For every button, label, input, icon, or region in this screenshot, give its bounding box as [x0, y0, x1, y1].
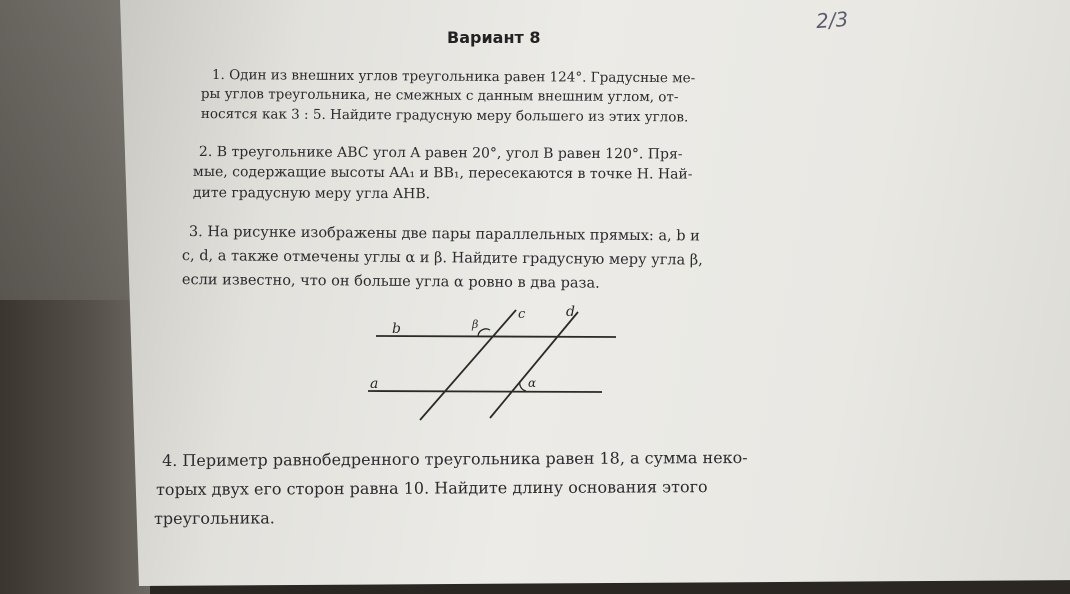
- label-alpha: α: [528, 376, 537, 390]
- problem-1-line-1: 1. Один из внешних углов треугольника равен 124°. Градусные ме-: [211, 67, 696, 87]
- line-b: [376, 336, 616, 337]
- problem-2-line-2: мые, содержащие высоты AA₁ и BB₁, пересекаются в точке H. Най-: [192, 164, 693, 183]
- problem-1-line-3: носятся как 3 : 5. Найдите градусную меру большего из этих углов.: [200, 106, 689, 126]
- variant-title: Вариант 8: [447, 28, 541, 47]
- line-d: [490, 312, 578, 418]
- problem-4-line-3: треугольника.: [154, 508, 275, 528]
- problem-3-line-3: если известно, что он больше угла α ровно в два раза.: [181, 272, 600, 292]
- label-d: d: [566, 304, 575, 320]
- problem-4-line-2: торых двух его сторон равна 10. Найдите длину основания этого: [156, 477, 708, 499]
- problem-3-line-1: 3. На рисунке изображены две пары параллельных прямых: a, b и: [188, 224, 700, 245]
- problem-2-line-1: 2. В треугольнике ABC угол A равен 20°, угол B равен 120°. Пря-: [198, 144, 683, 163]
- beta-arc: [478, 329, 490, 336]
- label-beta: β: [472, 318, 479, 331]
- label-c: c: [518, 307, 526, 322]
- label-a: a: [370, 376, 379, 392]
- problem-1-line-2: ры углов треугольника, не смежных с данным внешним углом, от-: [200, 86, 679, 106]
- problem-4-line-1: 4. Периметр равнобедренного треугольника равен 18, а сумма неко-: [162, 447, 748, 470]
- line-a: [368, 391, 602, 392]
- handwritten-grade: 2/3: [815, 6, 849, 34]
- alpha-arc: [520, 381, 526, 391]
- parallel-lines-figure: [340, 300, 620, 430]
- label-b: b: [392, 321, 401, 337]
- problem-2-line-3: дите градусную меру угла AHB.: [192, 185, 431, 203]
- problem-3-line-2: c, d, а также отмечены углы α и β. Найдите градусную меру угла β,: [181, 248, 703, 269]
